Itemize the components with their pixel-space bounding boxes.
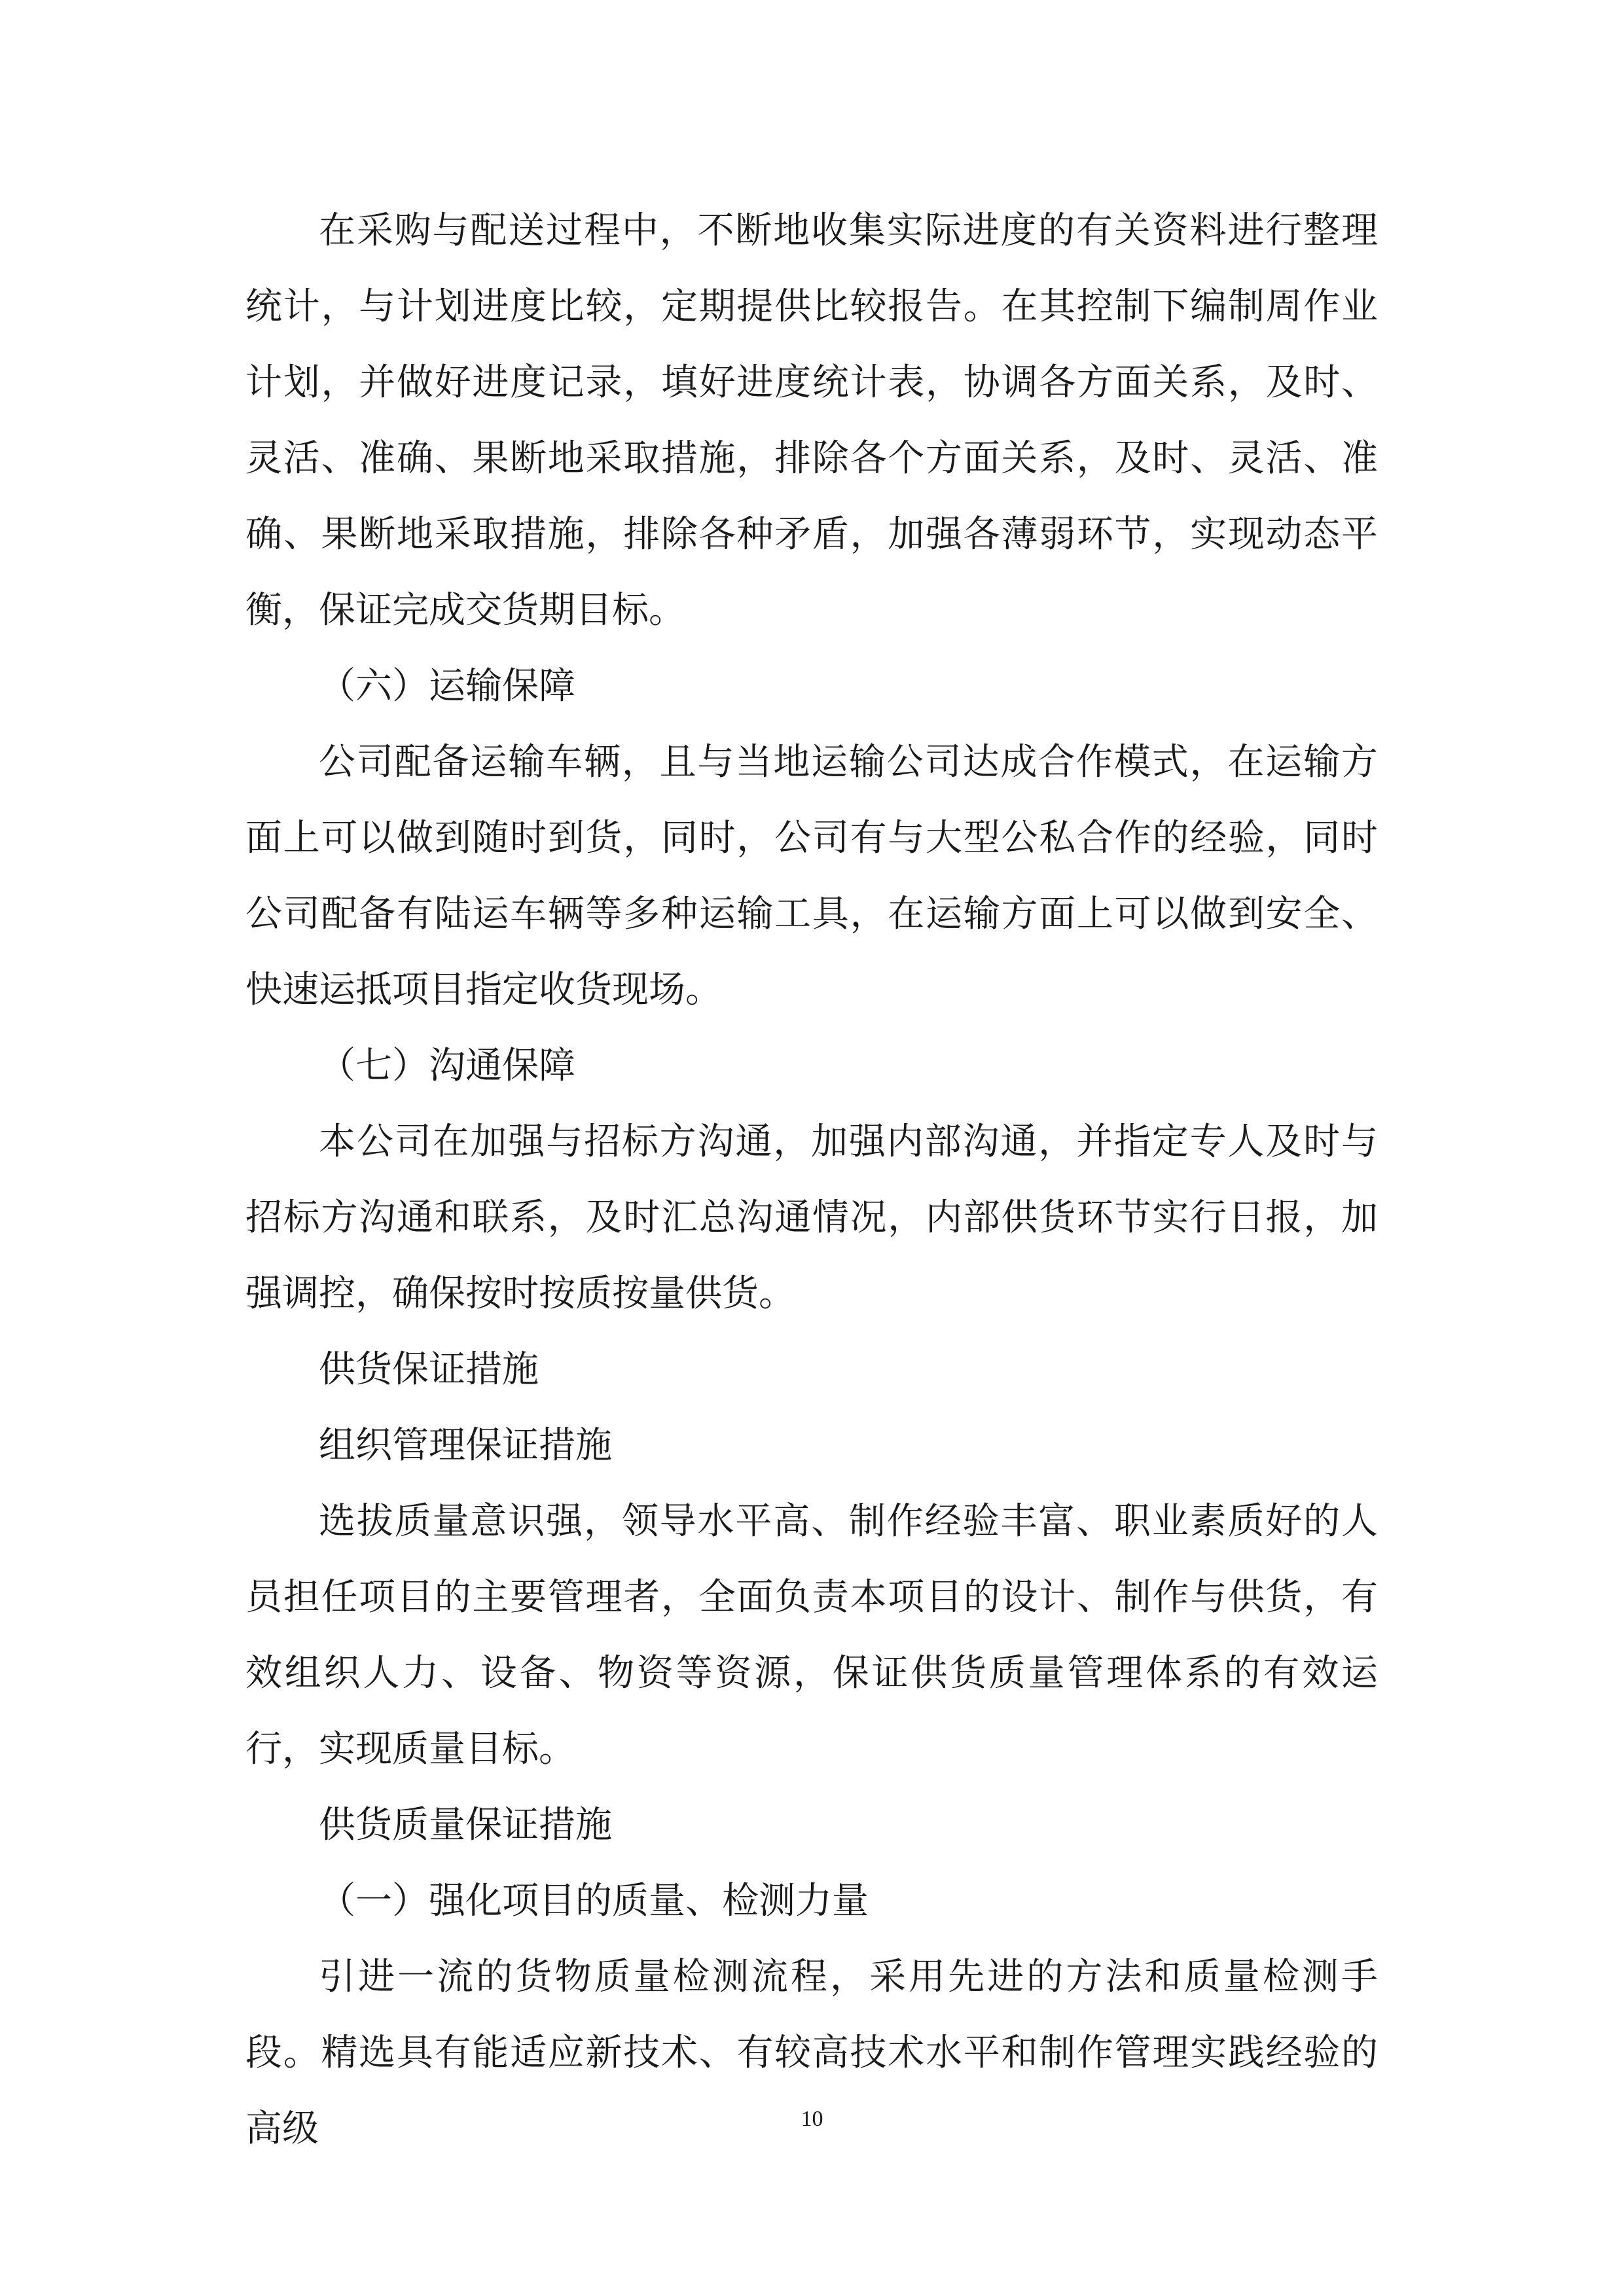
paragraph-communication: 本公司在加强与招标方沟通，加强内部沟通，并指定专人及时与招标方沟通和联系，及时汇总沟通情况，内部供货环节实行日报，加强调控，确保按时按质按量供货。: [245, 1121, 1378, 1315]
heading-quality-measures: 供货质量保证措施: [319, 1804, 612, 1846]
heading-organization-measures: 组织管理保证措施: [319, 1424, 612, 1467]
body-text: [245, 193, 1378, 2167]
paragraph-organization: 选拔质量意识强，领导水平高、制作经验丰富、职业素质好的人员担任项目的主要管理者，全面负责本项目的设计、制作与供货，有效组织人力、设备、物资等资源，保证供货质量管理体系的有效运行，实现质量目标。: [245, 1500, 1378, 1770]
heading-communication-guarantee: （七）沟通保障: [319, 1045, 575, 1087]
page-number: 10: [801, 2107, 823, 2131]
heading-inspection-strength: （一）强化项目的质量、检测力量: [319, 1880, 869, 1922]
paragraph-transport: 公司配备运输车辆，且与当地运输公司达成合作模式，在运输方面上可以做到随时到货，同时，公司有与大型公私合作的经验，同时公司配备有陆运车辆等多种运输工具，在运输方面上可以做到安全、快速运抵项目指定收货现场。: [245, 741, 1378, 1011]
heading-transport-guarantee: （六）运输保障: [319, 665, 575, 708]
paragraph-inspection: 引进一流的货物质量检测流程，采用先进的方法和质量检测手段。精选具有能适应新技术、有较高技术水平和制作管理实践经验的高级: [245, 1956, 1378, 2150]
heading-supply-measures: 供货保证措施: [319, 1348, 539, 1391]
paragraph-progress-control: 在采购与配送过程中，不断地收集实际进度的有关资料进行整理统计，与计划进度比较，定期提供比较报告。在其控制下编制周作业计划，并做好进度记录，填好进度统计表，协调各方面关系，及时、灵活、准确、果断地采取措施，排除各个方面关系，及时、灵活、准确、果断地采取措施，排除各种矛盾，加强各薄弱环节，实现动态平衡，保证完成交货期目标。: [245, 209, 1378, 632]
